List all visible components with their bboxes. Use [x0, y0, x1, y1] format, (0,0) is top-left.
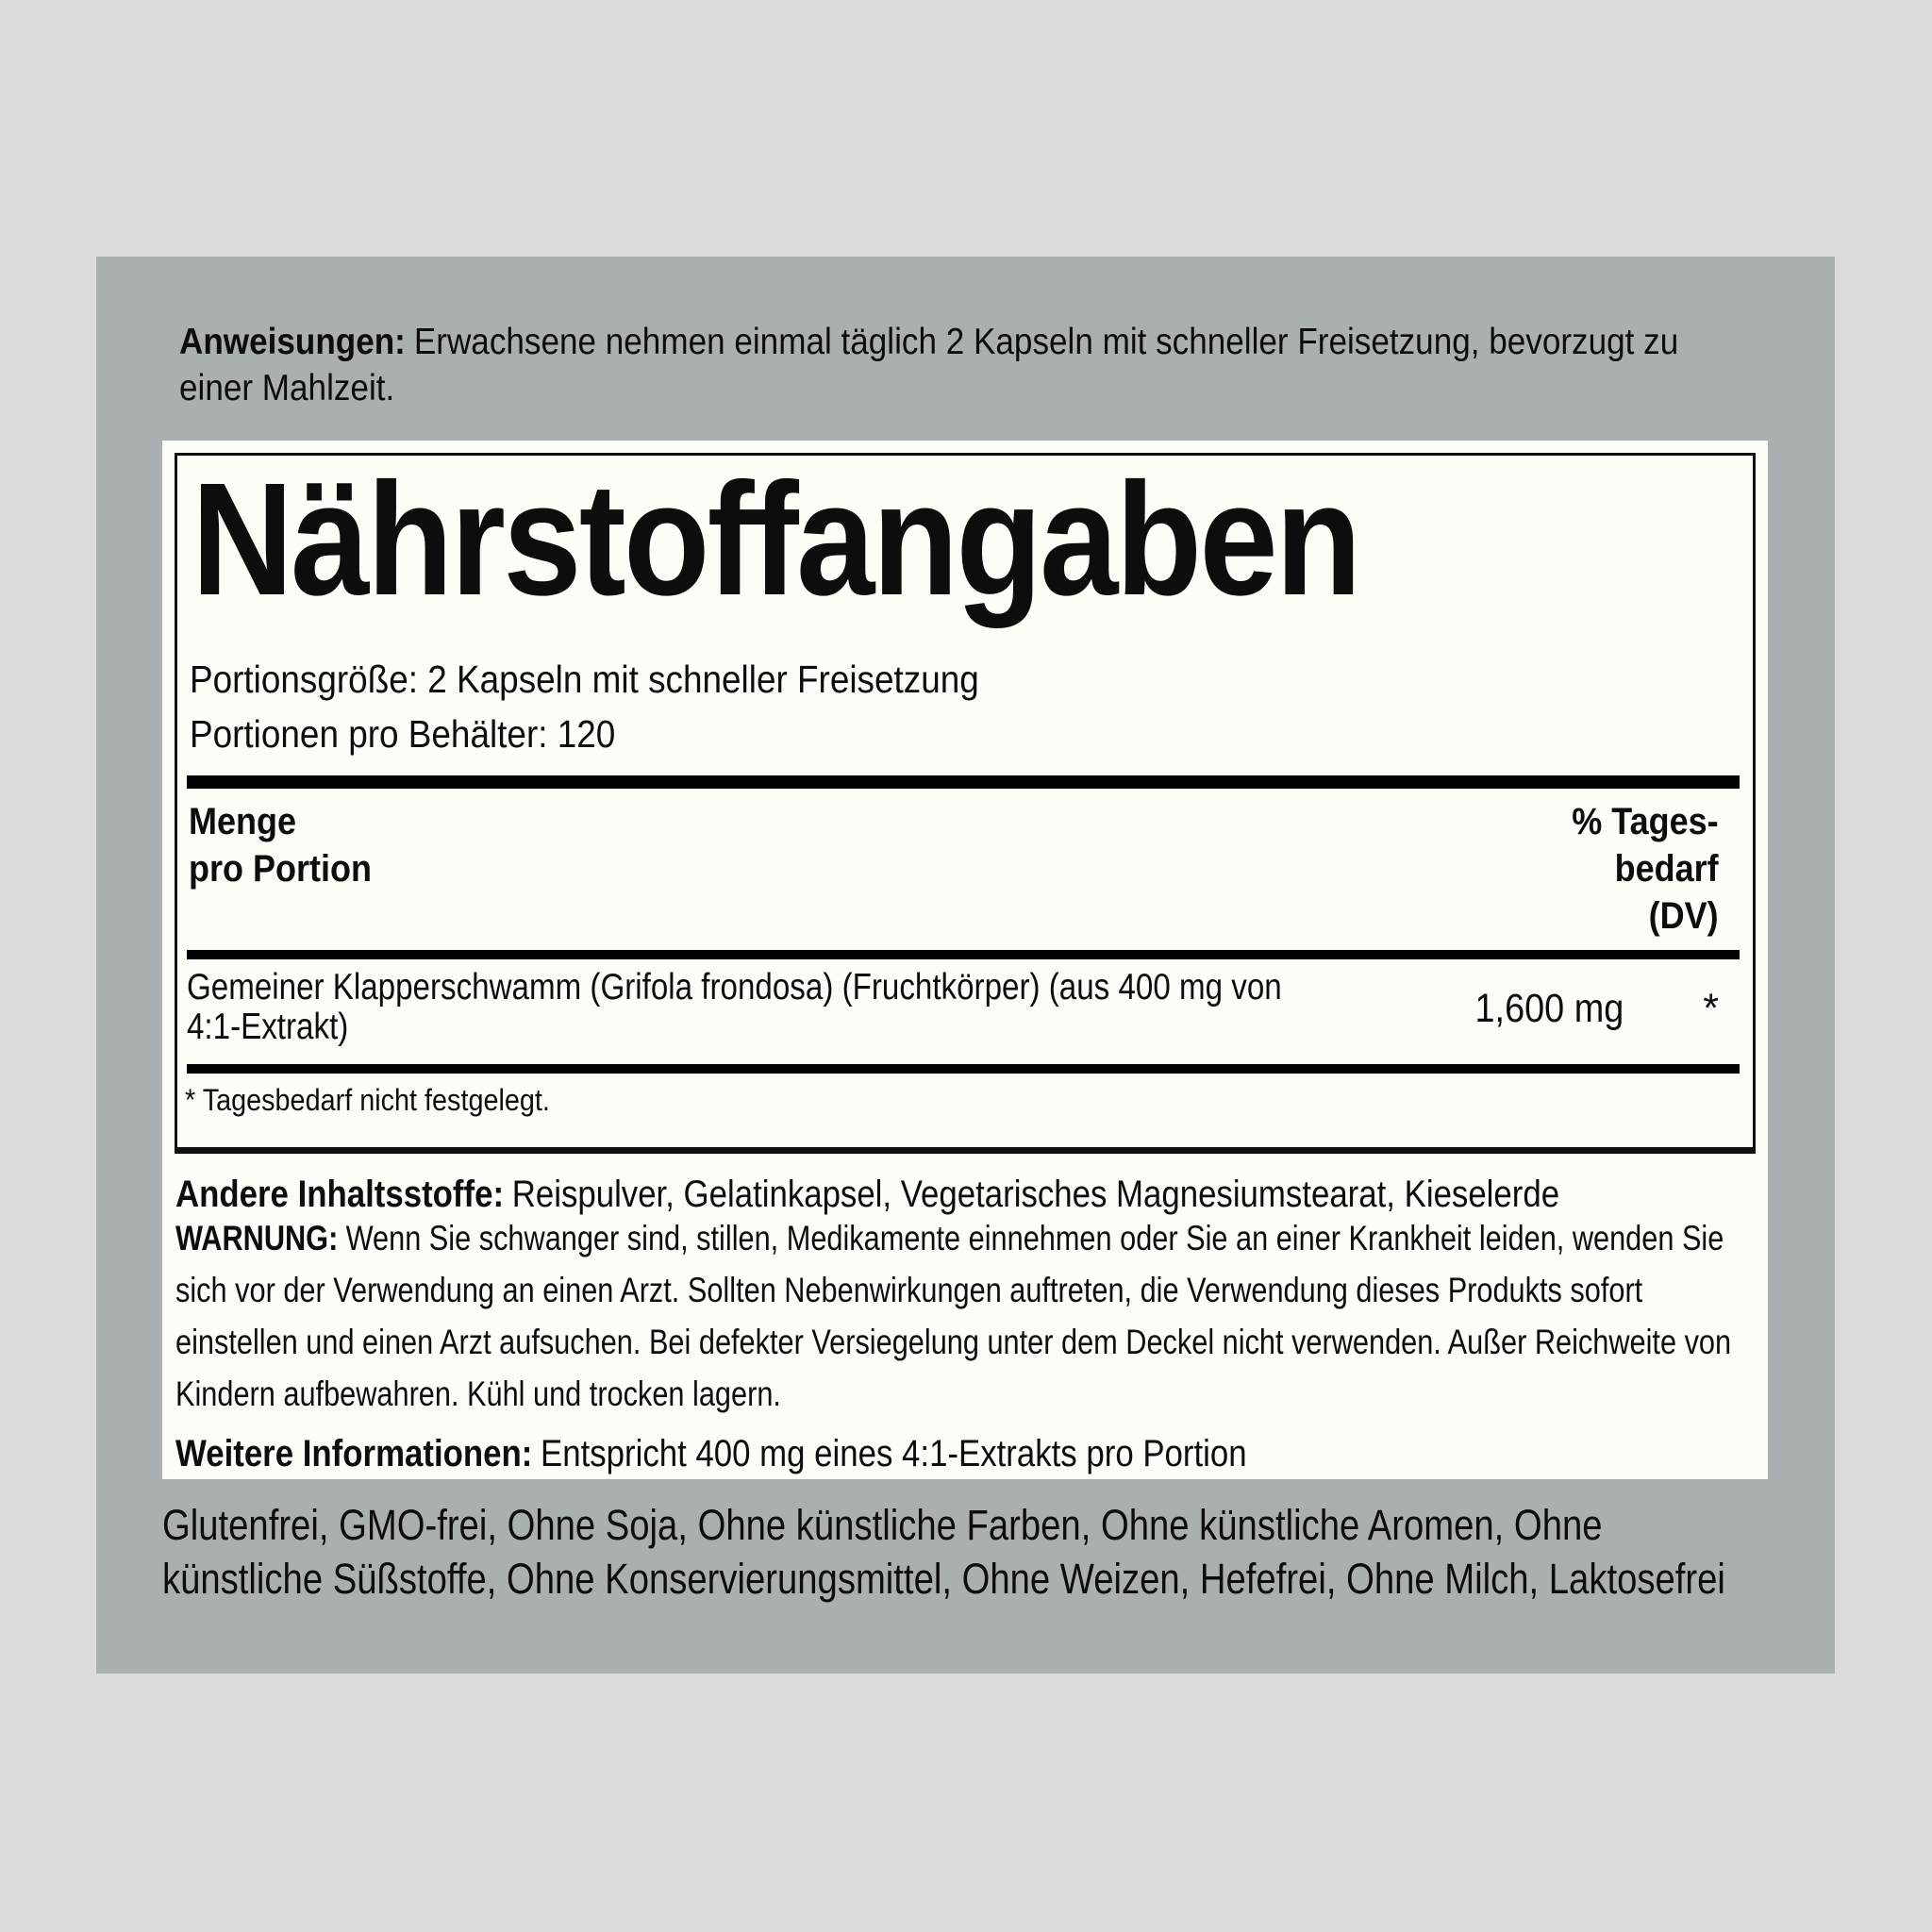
amount-header-line: Menge	[189, 801, 297, 842]
directions-label: Anweisungen:	[179, 322, 406, 362]
other-ingredients-text: Reispulver, Gelatinkapsel, Vegetarisches Magnesiumstearat, Kieselerde	[511, 1174, 1560, 1215]
other-ingredients-line	[175, 1174, 1559, 1216]
dv-header-line: bedarf	[1614, 848, 1719, 890]
other-ingredients	[175, 1174, 1766, 1216]
separator-bar-medium	[187, 1064, 1740, 1074]
warning-text: Wenn Sie schwanger sind, stillen, Medikamente einnehmen oder Sie an einer Krankheit leiden, wenden Sie	[345, 1219, 1724, 1257]
ingredient-name	[187, 968, 1475, 1047]
free-claims-line: Glutenfrei, GMO-frei, Ohne Soja, Ohne künstliche Farben, Ohne künstliche Aromen, Ohne	[162, 1501, 1603, 1549]
dv-header-line: % Tages-	[1572, 801, 1719, 842]
free-claims-line: künstliche Süßstoffe, Ohne Konservierungsmittel, Ohne Weizen, Hefefrei, Ohne Milch, Laktosefrei	[162, 1555, 1725, 1603]
amount-header	[189, 798, 392, 892]
warning-label: WARNUNG:	[175, 1219, 339, 1257]
additional-info	[175, 1433, 1407, 1475]
separator-bar-thick	[187, 775, 1740, 789]
facts-inner-border	[175, 450, 1756, 1154]
separator-bar-medium	[187, 950, 1740, 959]
dv-header-line: (DV)	[1649, 895, 1719, 937]
directions-line: einer Mahlzeit.	[179, 368, 395, 408]
ingredient-name-line: 4:1-Extrakt)	[187, 1007, 349, 1047]
ingredient-amount: 1,600 mg	[1474, 986, 1624, 1031]
additional-info-line	[175, 1433, 1247, 1475]
facts-title: Nährstoffangaben	[192, 450, 1359, 629]
warning-line	[175, 1212, 1731, 1264]
nutrition-facts-box	[162, 441, 1768, 1479]
warning-line: sich vor der Verwendung an einen Arzt. Sollten Nebenwirkungen auftreten, die Verwendung dieses Produkts sofort	[175, 1271, 1643, 1309]
servings-per-container: Portionen pro Behälter: 120	[190, 712, 616, 756]
directions-text: Erwachsene nehmen einmal täglich 2 Kapseln mit schneller Freisetzung, bevorzugt zu	[413, 322, 1679, 362]
other-ingredients-label: Andere Inhaltsstoffe:	[175, 1174, 505, 1215]
label-panel	[96, 257, 1835, 1674]
amount-header-line: pro Portion	[189, 848, 372, 890]
free-claims	[162, 1498, 1932, 1606]
warning-line: Kindern aufbewahren. Kühl und trocken lagern.	[175, 1374, 781, 1413]
footnote: * Tagesbedarf nicht festgelegt.	[185, 1083, 550, 1117]
ingredient-daily-value: *	[1703, 986, 1719, 1031]
directions	[179, 319, 1845, 411]
directions-line	[179, 319, 1678, 365]
serving-size: Portionsgröße: 2 Kapseln mit schneller Freisetzung	[190, 658, 979, 701]
ingredient-name-line: Gemeiner Klapperschwamm (Grifola frondosa) (Fruchtkörper) (aus 400 mg von	[187, 967, 1282, 1008]
additional-info-label: Weitere Informationen:	[175, 1433, 533, 1474]
dv-header	[1573, 798, 1719, 940]
warning-line: einstellen und einen Arzt aufsuchen. Bei defekter Versiegelung unter dem Deckel nicht verwenden. Außer Reichweite von	[175, 1323, 1732, 1361]
warning	[175, 1212, 1932, 1420]
additional-info-text: Entspricht 400 mg eines 4:1-Extrakts pro Portion	[541, 1433, 1247, 1474]
